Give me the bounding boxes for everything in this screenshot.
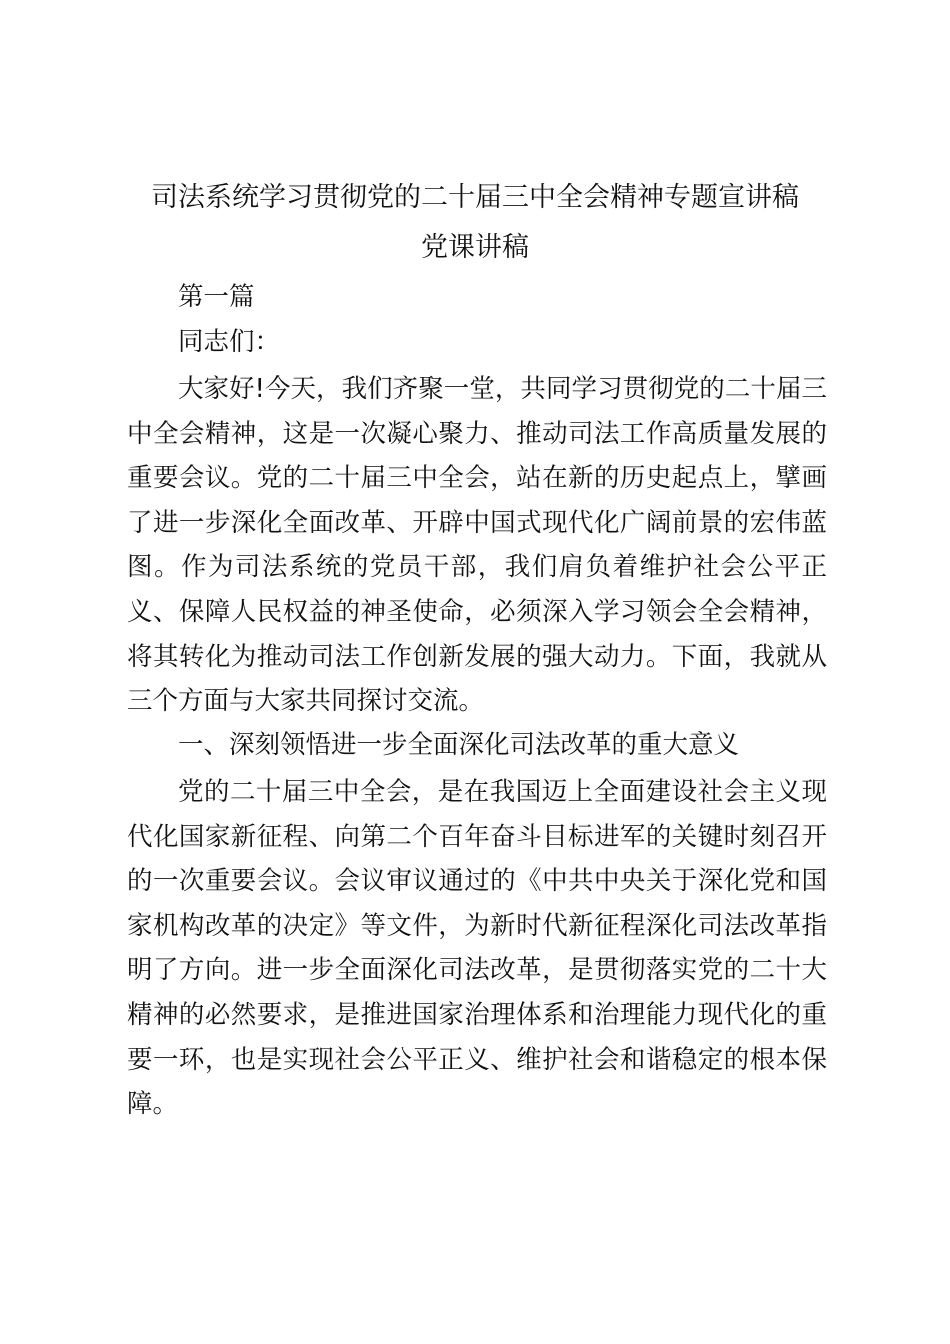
section-heading: 一、深刻领悟进一步全面深化司法改革的重大意义 (178, 730, 740, 760)
paragraph-section-1: 党的二十届三中全会，是在我国迈上全面建设社会主义现代化国家新征程、向第二个百年奋斗目标进军的关键时刻召开的一次重要会议。会议审议通过的《中共中央关于深化党和国家机构改革的决定》等文件，为新时代新征程深化司法改革指明了方向。进一步全面深化司法改革，是贯彻落实党的二十大精神的必然要求，是推进国家治理体系和治理能力现代化的重要一环，也是实现社会公平正义、维护社会和谐稳定的根本保障。 (127, 777, 827, 1120)
document-subtitle: 党课讲稿 (421, 232, 529, 263)
chapter-label: 第一篇 (178, 282, 255, 312)
paragraph-intro: 大家好!今天，我们齐聚一堂，共同学习贯彻党的二十届三中全会精神，这是一次凝心聚力、推动司法工作高质量发展的重要会议。党的二十届三中全会，站在新的历史起点上，擘画了进一步深化全面改革、开辟中国式现代化广阔前景的宏伟蓝图。作为司法系统的党员干部，我们肩负着维护社会公平正义、保障人民权益的神圣使命，必须深入学习领会全会精神，将其转化为推动司法工作创新发展的强大动力。下面，我就从三个方面与大家共同探讨交流。 (127, 374, 827, 717)
document-title: 司法系统学习贯彻党的二十届三中全会精神专题宣讲稿 (151, 182, 799, 213)
salutation: 同志们： (178, 327, 281, 357)
